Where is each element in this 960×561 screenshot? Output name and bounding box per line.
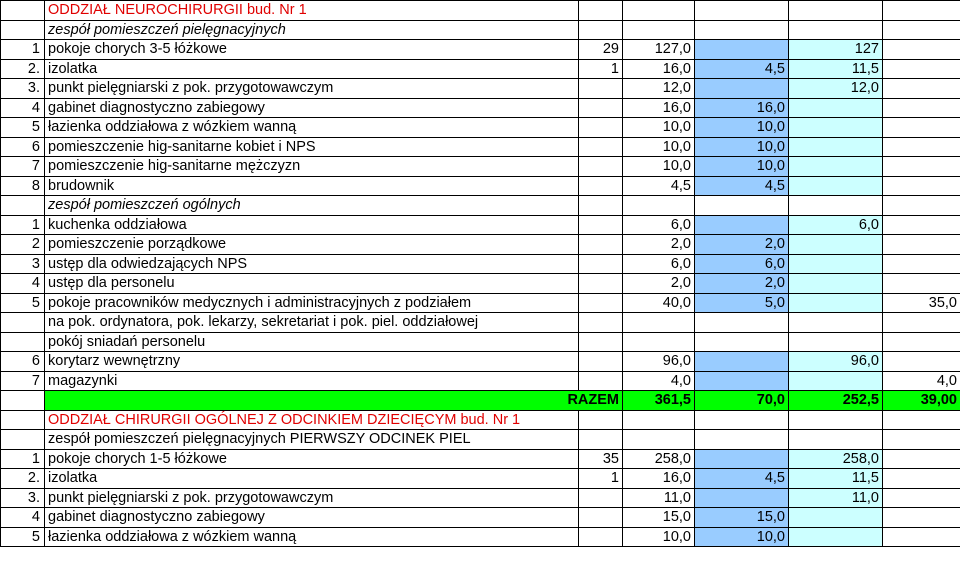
room-name: ustęp dla odwiedzających NPS — [45, 254, 579, 274]
empty-cell — [883, 20, 960, 40]
room-count — [579, 137, 623, 157]
area-d — [883, 508, 960, 528]
total-area: 4,0 — [623, 371, 695, 391]
area-b: 2,0 — [695, 235, 789, 255]
empty-cell — [695, 1, 789, 21]
room-name: izolatka — [45, 59, 579, 79]
room-count: 35 — [579, 449, 623, 469]
area-d — [883, 118, 960, 138]
row-index: 5 — [1, 118, 45, 138]
empty-cell — [623, 410, 695, 430]
total-area: 10,0 — [623, 137, 695, 157]
room-name: gabinet diagnostyczno zabiegowy — [45, 98, 579, 118]
empty-cell — [883, 196, 960, 216]
total-area: 127,0 — [623, 40, 695, 60]
total-area: 96,0 — [623, 352, 695, 372]
room-name: pomieszczenie hig-sanitarne mężczyzn — [45, 157, 579, 177]
room-name: pokoje chorych 1-5 łóżkowe — [45, 449, 579, 469]
total-area: 15,0 — [623, 508, 695, 528]
room-name: pomieszczenie hig-sanitarne kobiet i NPS — [45, 137, 579, 157]
total-area: 10,0 — [623, 118, 695, 138]
table-row — [1, 410, 960, 430]
total-area: 40,0 — [623, 293, 695, 313]
room-name: korytarz wewnętrzny — [45, 352, 579, 372]
area-b: 15,0 — [695, 508, 789, 528]
area-b — [695, 79, 789, 99]
total-area: 6,0 — [623, 215, 695, 235]
index-cell — [1, 391, 45, 411]
room-name: ustęp dla personelu — [45, 274, 579, 294]
area-d — [883, 98, 960, 118]
area-c: 96,0 — [789, 352, 883, 372]
empty-cell — [883, 430, 960, 450]
area-b: 2,0 — [695, 274, 789, 294]
empty-cell — [695, 410, 789, 430]
section-header: zespół pomieszczeń pielęgnacyjnych — [45, 20, 579, 40]
room-count — [579, 352, 623, 372]
room-name: łazienka oddziałowa z wózkiem wanną — [45, 527, 579, 547]
table-row — [1, 176, 960, 196]
total-area-cell — [623, 332, 695, 352]
room-name: punkt pielęgniarski z pok. przygotowawczym — [45, 488, 579, 508]
table-row — [1, 118, 960, 138]
area-d — [883, 527, 960, 547]
table-row — [1, 313, 960, 333]
area-c-cell — [789, 332, 883, 352]
area-d — [883, 488, 960, 508]
area-c — [789, 371, 883, 391]
area-c — [789, 176, 883, 196]
row-index: 2. — [1, 59, 45, 79]
total-area: 16,0 — [623, 98, 695, 118]
section-header: ODDZIAŁ NEUROCHIRURGII bud. Nr 1 — [45, 1, 579, 21]
room-count — [579, 118, 623, 138]
area-b: 10,0 — [695, 527, 789, 547]
row-index: 1 — [1, 40, 45, 60]
table-row — [1, 254, 960, 274]
table-row — [1, 59, 960, 79]
row-index: 2 — [1, 235, 45, 255]
area-c — [789, 293, 883, 313]
area-c: 6,0 — [789, 215, 883, 235]
row-index: 7 — [1, 157, 45, 177]
area-c: 12,0 — [789, 79, 883, 99]
area-c — [789, 254, 883, 274]
area-c — [789, 98, 883, 118]
area-d — [883, 449, 960, 469]
index-cell — [1, 196, 45, 216]
area-c — [789, 118, 883, 138]
room-count — [579, 235, 623, 255]
empty-cell — [695, 20, 789, 40]
row-index: 6 — [1, 137, 45, 157]
area-d — [883, 235, 960, 255]
area-b: 10,0 — [695, 137, 789, 157]
section-header: zespół pomieszczeń pielęgnacyjnych PIERWSZY ODCINEK PIEL — [45, 430, 579, 450]
count-cell — [579, 332, 623, 352]
empty-cell — [883, 1, 960, 21]
table-row — [1, 274, 960, 294]
empty-cell — [789, 20, 883, 40]
area-d — [883, 274, 960, 294]
area-d: 35,0 — [883, 293, 960, 313]
index-cell — [1, 1, 45, 21]
room-name: magazynki — [45, 371, 579, 391]
area-d: 4,0 — [883, 371, 960, 391]
empty-cell — [623, 430, 695, 450]
area-c: 11,5 — [789, 59, 883, 79]
row-index: 7 — [1, 371, 45, 391]
table-row — [1, 98, 960, 118]
table-row — [1, 371, 960, 391]
table-row — [1, 157, 960, 177]
table-body — [1, 1, 960, 547]
table-row — [1, 20, 960, 40]
total-area-cell — [623, 313, 695, 333]
section-header: ODDZIAŁ CHIRURGII OGÓLNEJ Z ODCINKIEM DZIECIĘCYM bud. Nr 1 — [45, 410, 579, 430]
area-d-cell — [883, 332, 960, 352]
total-area: 6,0 — [623, 254, 695, 274]
area-c — [789, 508, 883, 528]
table-row — [1, 215, 960, 235]
area-d — [883, 469, 960, 489]
area-d — [883, 215, 960, 235]
room-count — [579, 157, 623, 177]
area-c-cell — [789, 313, 883, 333]
total-area: 4,5 — [623, 176, 695, 196]
index-cell — [1, 332, 45, 352]
empty-cell — [789, 430, 883, 450]
table-row — [1, 508, 960, 528]
room-name: izolatka — [45, 469, 579, 489]
area-c — [789, 527, 883, 547]
area-d — [883, 79, 960, 99]
total-label: RAZEM — [45, 391, 623, 411]
area-b: 4,5 — [695, 59, 789, 79]
area-c — [789, 137, 883, 157]
room-count — [579, 508, 623, 528]
area-d — [883, 352, 960, 372]
section-header: zespół pomieszczeń ogólnych — [45, 196, 579, 216]
area-d — [883, 40, 960, 60]
room-count — [579, 527, 623, 547]
table-row — [1, 527, 960, 547]
index-cell — [1, 313, 45, 333]
area-d — [883, 176, 960, 196]
empty-cell — [623, 20, 695, 40]
area-c — [789, 235, 883, 255]
area-b — [695, 371, 789, 391]
empty-cell — [789, 1, 883, 21]
empty-cell — [579, 430, 623, 450]
room-name: pokoje chorych 3-5 łóżkowe — [45, 40, 579, 60]
area-b: 16,0 — [695, 98, 789, 118]
row-index: 3. — [1, 79, 45, 99]
row-index: 4 — [1, 274, 45, 294]
area-d-cell — [883, 313, 960, 333]
area-d — [883, 59, 960, 79]
total-area: 12,0 — [623, 79, 695, 99]
table-row — [1, 430, 960, 450]
empty-cell — [579, 20, 623, 40]
table-row — [1, 79, 960, 99]
row-index: 5 — [1, 293, 45, 313]
area-b: 10,0 — [695, 118, 789, 138]
area-b — [695, 40, 789, 60]
room-name: pokoje pracowników medycznych i administracyjnych z podziałem — [45, 293, 579, 313]
room-name: brudownik — [45, 176, 579, 196]
table-row — [1, 488, 960, 508]
table-row — [1, 469, 960, 489]
empty-cell — [579, 1, 623, 21]
index-cell — [1, 410, 45, 430]
room-name: pomieszczenie porządkowe — [45, 235, 579, 255]
total-sum-c: 252,5 — [789, 391, 883, 411]
empty-cell — [789, 410, 883, 430]
table-row — [1, 332, 960, 352]
table-row — [1, 293, 960, 313]
area-c: 258,0 — [789, 449, 883, 469]
empty-cell — [883, 410, 960, 430]
table-row — [1, 40, 960, 60]
area-b-cell — [695, 332, 789, 352]
room-count — [579, 215, 623, 235]
row-index: 6 — [1, 352, 45, 372]
area-b — [695, 352, 789, 372]
total-sum-d: 39,00 — [883, 391, 960, 411]
area-c: 11,0 — [789, 488, 883, 508]
empty-cell — [695, 430, 789, 450]
total-area: 258,0 — [623, 449, 695, 469]
room-name: kuchenka oddziałowa — [45, 215, 579, 235]
row-index: 5 — [1, 527, 45, 547]
room-count — [579, 488, 623, 508]
table-row — [1, 352, 960, 372]
area-b: 4,5 — [695, 176, 789, 196]
room-count: 1 — [579, 59, 623, 79]
room-name: łazienka oddziałowa z wózkiem wanną — [45, 118, 579, 138]
empty-cell — [789, 196, 883, 216]
room-count — [579, 98, 623, 118]
room-count — [579, 176, 623, 196]
room-count: 1 — [579, 469, 623, 489]
room-count — [579, 371, 623, 391]
total-sum-b: 70,0 — [695, 391, 789, 411]
row-index: 4 — [1, 98, 45, 118]
area-d — [883, 254, 960, 274]
empty-cell — [695, 196, 789, 216]
empty-cell — [623, 196, 695, 216]
room-count — [579, 254, 623, 274]
total-area: 2,0 — [623, 235, 695, 255]
room-count — [579, 274, 623, 294]
area-b — [695, 215, 789, 235]
area-b: 10,0 — [695, 157, 789, 177]
room-name-continuation: pokój sniadań personelu — [45, 332, 579, 352]
empty-cell — [623, 1, 695, 21]
row-index: 1 — [1, 215, 45, 235]
area-c: 127 — [789, 40, 883, 60]
empty-cell — [579, 410, 623, 430]
room-count — [579, 293, 623, 313]
area-c — [789, 157, 883, 177]
total-sum-a: 361,5 — [623, 391, 695, 411]
room-name: punkt pielęgniarski z pok. przygotowawczym — [45, 79, 579, 99]
table-row — [1, 1, 960, 21]
area-b-cell — [695, 313, 789, 333]
area-d — [883, 157, 960, 177]
total-area: 10,0 — [623, 527, 695, 547]
area-c — [789, 274, 883, 294]
area-b: 4,5 — [695, 469, 789, 489]
area-c: 11,5 — [789, 469, 883, 489]
room-name: gabinet diagnostyczno zabiegowy — [45, 508, 579, 528]
row-index: 2. — [1, 469, 45, 489]
table-row — [1, 137, 960, 157]
row-index: 1 — [1, 449, 45, 469]
table-row — [1, 449, 960, 469]
total-area: 2,0 — [623, 274, 695, 294]
area-b: 6,0 — [695, 254, 789, 274]
total-area: 11,0 — [623, 488, 695, 508]
total-area: 16,0 — [623, 469, 695, 489]
room-name-continuation: na pok. ordynatora, pok. lekarzy, sekretariat i pok. piel. oddziałowej — [45, 313, 579, 333]
index-cell — [1, 430, 45, 450]
table-row — [1, 196, 960, 216]
total-area: 10,0 — [623, 157, 695, 177]
area-b — [695, 488, 789, 508]
row-index: 8 — [1, 176, 45, 196]
area-b — [695, 449, 789, 469]
row-index: 3. — [1, 488, 45, 508]
table-row — [1, 391, 960, 411]
total-area: 16,0 — [623, 59, 695, 79]
empty-cell — [579, 196, 623, 216]
room-count — [579, 79, 623, 99]
area-b: 5,0 — [695, 293, 789, 313]
count-cell — [579, 313, 623, 333]
row-index: 4 — [1, 508, 45, 528]
area-d — [883, 137, 960, 157]
row-index: 3 — [1, 254, 45, 274]
room-count: 29 — [579, 40, 623, 60]
index-cell — [1, 20, 45, 40]
table-row — [1, 235, 960, 255]
